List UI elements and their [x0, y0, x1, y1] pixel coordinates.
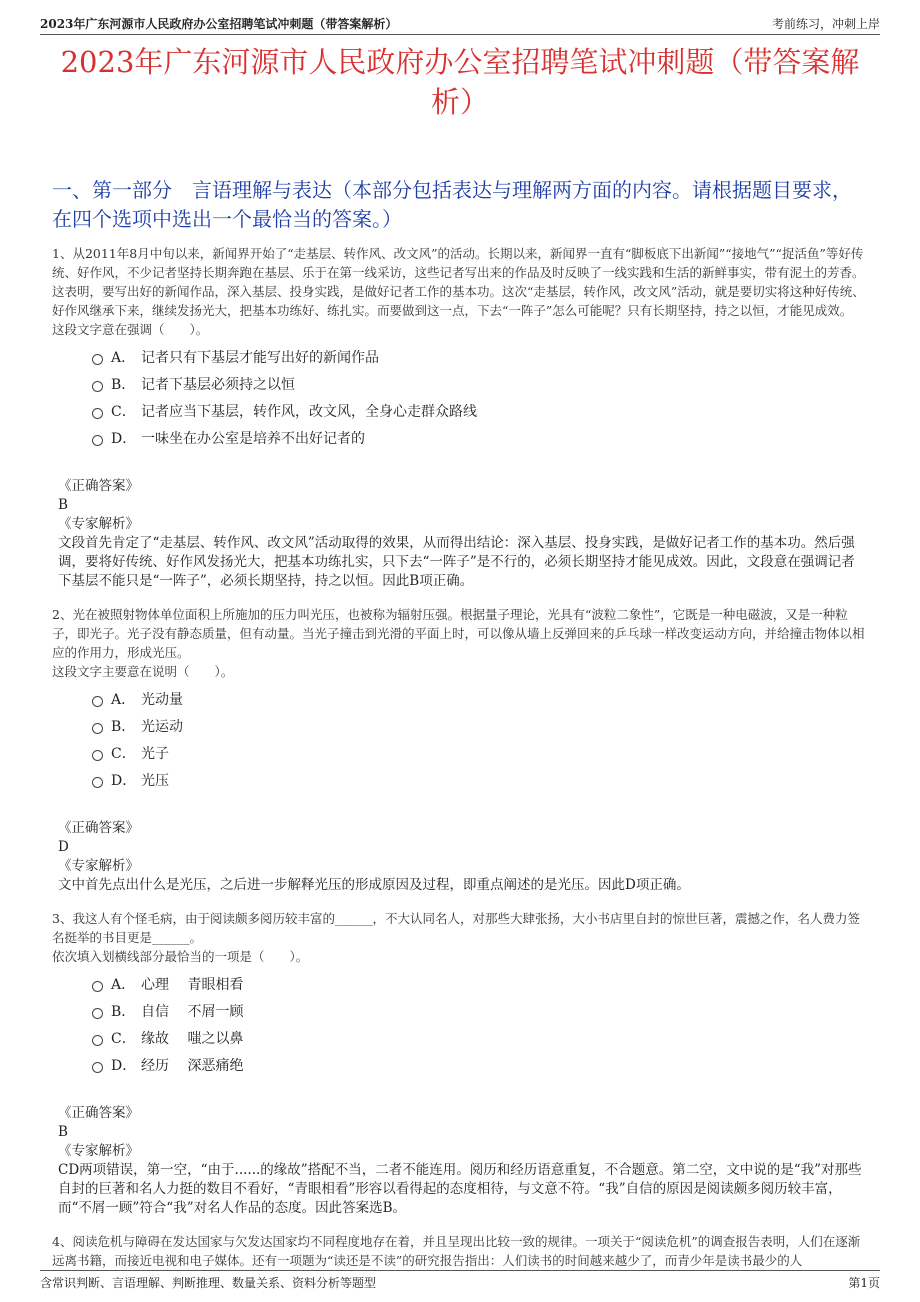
answer-label: 《正确答案》	[58, 1105, 139, 1121]
answer-block	[58, 1104, 868, 1218]
analysis-label: 《专家解析》	[58, 516, 139, 532]
question-stem: 3、我这人有个怪毛病，由于阅读颇多阅历较丰富的______，不大认同名人，对那些大肆张扬，大小书店里自封的惊世巨著，震撼之作，名人费力签名挺举的书目更是______。	[52, 911, 860, 945]
question-1	[52, 244, 868, 591]
radio-icon[interactable]	[92, 354, 103, 365]
answer-value: B	[58, 1124, 68, 1140]
radio-icon[interactable]	[92, 723, 103, 734]
radio-icon[interactable]	[92, 750, 103, 761]
option-c[interactable]: C． 记者应当下基层，转作风，改文风，全身心走群众路线	[92, 397, 868, 424]
option-b[interactable]: B． 记者下基层必须持之以恒	[92, 370, 868, 397]
analysis-text: 文段首先肯定了“走基层、转作风、改文风”活动取得的效果，从而得出结论：深入基层、投身实践，是做好记者工作的基本功。然后强调，要将好传统、好作风发扬光大，把基本功练扎实，只下去“一阵子”是不行的，必须长期坚持才能见成效。因此，文段意在强调记者下基层不能只是“一阵子”，必须长期坚持，持之以恒。因此B项正确。	[58, 535, 855, 589]
question-prompt: 这段文字主要意在说明（ ）。	[52, 664, 234, 679]
radio-icon[interactable]	[92, 1062, 103, 1073]
radio-icon[interactable]	[92, 1008, 103, 1019]
analysis-label: 《专家解析》	[58, 858, 139, 874]
option-c[interactable]: C． 缘故 嗤之以鼻	[92, 1024, 868, 1051]
running-header	[40, 10, 880, 35]
question-prompt: 这段文字意在强调（ ）。	[52, 322, 209, 337]
answer-value: D	[58, 839, 69, 855]
radio-icon[interactable]	[92, 435, 103, 446]
footer-description: 含常识判断、言语理解、判断推理、数量关系、资料分析等题型	[40, 1276, 377, 1290]
answer-label: 《正确答案》	[58, 820, 139, 836]
question-prompt: 依次填入划横线部分最恰当的一项是（ ）。	[52, 949, 309, 964]
option-list	[92, 685, 868, 793]
option-d[interactable]: D． 一味坐在办公室是培养不出好记者的	[92, 424, 868, 451]
option-d[interactable]: D． 光压	[92, 766, 868, 793]
section-heading: 一、第一部分 言语理解与表达（本部分包括表达与理解两方面的内容。请根据题目要求，在四个选项中选出一个最恰当的答案。）	[52, 178, 852, 231]
question-stem: 2、光在被照射物体单位面积上所施加的压力叫光压，也被称为辐射压强。根据量子理论，光具有“波粒二象性”，它既是一种电磁波，又是一种粒子，即光子。光子没有静态质量，但有动量。当光子撞击到光滑的平面上时，可以像从墙上反弹回来的乒乓球一样改变运动方向，并给撞击物体以相应的作用力，形成光压。	[52, 607, 865, 660]
question-4	[52, 1232, 868, 1270]
radio-icon[interactable]	[92, 381, 103, 392]
radio-icon[interactable]	[92, 777, 103, 788]
analysis-text: 文中首先点出什么是光压，之后进一步解释光压的形成原因及过程，即重点阐述的是光压。因此D项正确。	[58, 877, 690, 893]
analysis-label: 《专家解析》	[58, 1143, 139, 1159]
question-stem: 4、阅读危机与障碍在发达国家与欠发达国家均不同程度地存在着，并且呈现出比较一致的规律。一项关于“阅读危机”的调查报告表明，人们在逐渐远离书籍，而接近电视和电子媒体。还有一项题为“读还是不读”的研究报告指出：人们读书的时间越来越少了，而青少年是读书最少的人	[52, 1234, 861, 1268]
radio-icon[interactable]	[92, 981, 103, 992]
radio-icon[interactable]	[92, 696, 103, 707]
option-d[interactable]: D． 经历 深恶痛绝	[92, 1051, 868, 1078]
radio-icon[interactable]	[92, 1035, 103, 1046]
answer-block	[58, 477, 868, 591]
question-3	[52, 909, 868, 1218]
answer-label: 《正确答案》	[58, 478, 139, 494]
option-c[interactable]: C． 光子	[92, 739, 868, 766]
question-2	[52, 605, 868, 895]
option-b[interactable]: B． 自信 不屑一顾	[92, 997, 868, 1024]
option-a[interactable]: A． 心理 青眼相看	[92, 970, 868, 997]
analysis-text: CD两项错误，第一空，“由于......的缘故”搭配不当，二者不能连用。阅历和经历语意重复，不合题意。第二空，文中说的是“我”对那些自封的巨著和名人力挺的数目不看好，“青眼相看”形容以看得起的态度相待，与文意不符。“我”自信的原因是阅读颇多阅历较丰富，而“不屑一顾”符合“我”对名人作品的态度。因此答案选B。	[58, 1162, 862, 1216]
page-title: 2023年广东河源市人民政府办公室招聘笔试冲刺题（带答案解析）	[60, 45, 860, 119]
header-slogan: 考前练习，冲刺上岸	[771, 17, 880, 31]
question-list	[52, 244, 868, 1284]
radio-icon[interactable]	[92, 408, 103, 419]
option-b[interactable]: B． 光运动	[92, 712, 868, 739]
page-number: 第1页	[848, 1276, 880, 1290]
option-list	[92, 970, 868, 1078]
answer-value: B	[58, 497, 68, 513]
answer-block	[58, 819, 868, 895]
running-footer	[40, 1270, 880, 1291]
header-title: 2023年广东河源市人民政府办公室招聘笔试冲刺题（带答案解析）	[40, 17, 398, 31]
option-a[interactable]: A． 光动量	[92, 685, 868, 712]
option-a[interactable]: A． 记者只有下基层才能写出好的新闻作品	[92, 343, 868, 370]
question-stem: 1、从2011年8月中旬以来，新闻界开始了“走基层、转作风、改文风”的活动。长期以来，新闻界一直有“脚板底下出新闻”“接地气”“捉活鱼”等好传统、好作风，不少记者坚持长期奔跑在基层、乐于在第一线采访，这些记者写出来的作品及时反映了一线实践和生活的新鲜事实，带有泥土的芳香。这表明，要写出好的新闻作品，深入基层、投身实践，是做好记者工作的基本功。这次“走基层，转作风，改文风”活动，就是要切实将这种好传统、好作风继承下来，继续发扬光大，把基本功练好、练扎实。而要做到这一点，下去“一阵子”怎么可能呢？只有长期坚持，持之以恒，才能见成效。	[52, 246, 865, 318]
option-list	[92, 343, 868, 451]
